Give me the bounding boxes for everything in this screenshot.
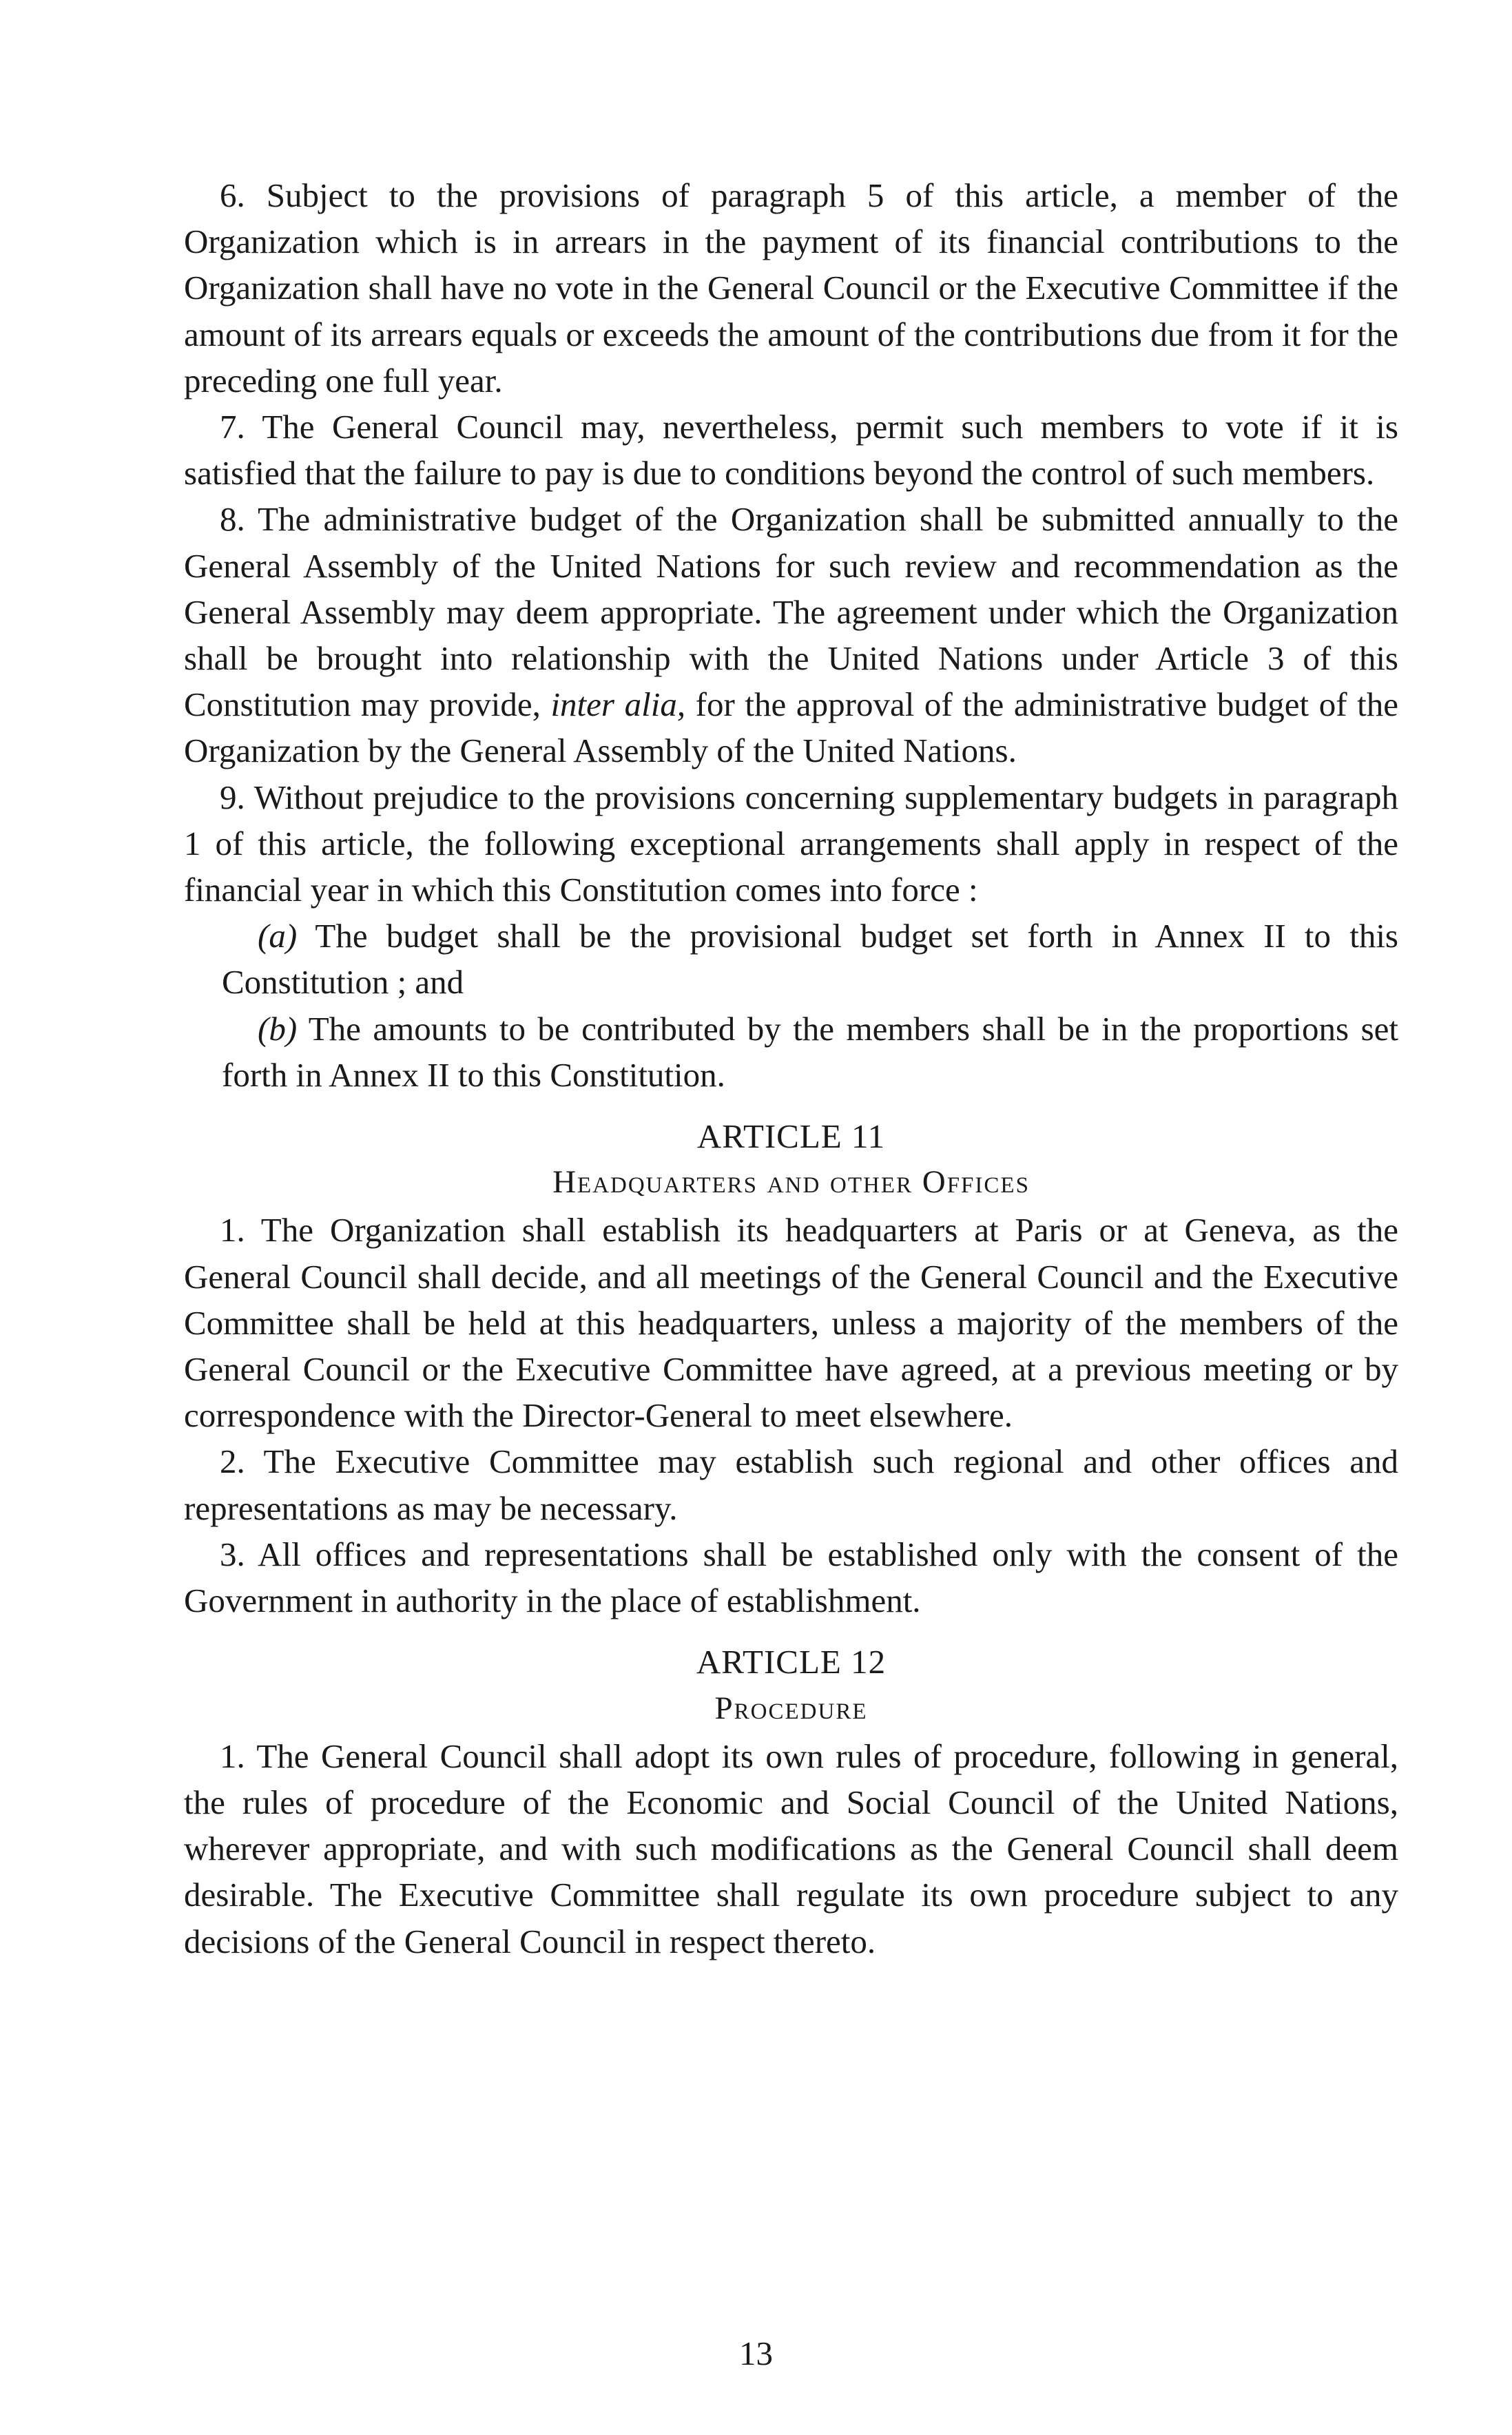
- paragraph-11-3: 3. All offices and representations shall be established only with the consent of the Government in authority in the place of establishment.: [184, 1535, 1398, 1620]
- subparagraph-b-text: The amounts to be contributed by the members shall be in the proportions set forth in Annex II to this Constitution.: [222, 1009, 1398, 1094]
- paragraph-11-1: 1. The Organization shall establish its headquarters at Paris or at Geneva, as the General Council shall decide, and all meetings of the General Council and the Executive Committee shall be held at this headquarters, unless a majority of the members of the General Council or the Executive Committee have agreed, at a previous meeting or by correspondence with the Director-General to meet elsewhere.: [184, 1211, 1398, 1435]
- article-11-heading: Headquarters and other Offices: [552, 1164, 1030, 1201]
- paragraph-10-8: [184, 496, 1398, 774]
- article-12-title: ARTICLE 12: [696, 1643, 887, 1681]
- paragraph-10-7: 7. The General Council may, nevertheless, permit such members to vote if it is satisfied that the failure to pay is due to conditions beyond the control of such members.: [184, 408, 1398, 493]
- subparagraph-b-label: (b): [258, 1009, 298, 1048]
- subparagraph-a-text: The budget shall be the provisional budget set forth in Annex II to this Constitution ; and: [222, 917, 1398, 1002]
- subparagraph-a-label: (a): [258, 917, 298, 955]
- article-11-title: ARTICLE 11: [696, 1117, 886, 1156]
- paragraph-10-6: 6. Subject to the provisions of paragraph 5 of this article, a member of the Organization which is in arrears in the payment of its financial contributions to the Organization shall have no vote in the General Council or the Executive Committee if the amount of its arrears equals or exceeds the amount of the contributions due from it for the preceding one full year.: [184, 176, 1398, 400]
- paragraph-12-1: 1. The General Council shall adopt its own rules of procedure, following in general, the rules of procedure of the Economic and Social Council of the United Nations, wherever appropriate, and with such modifications as the General Council shall deem desirable. The Executive Committee shall regulate its own procedure subject to any decisions of the General Council in respect thereto.: [184, 1737, 1398, 1960]
- subparagraph-10-9-b: [184, 1006, 1398, 1098]
- document-page: [184, 172, 1398, 1965]
- paragraph-10-8-text-2: for the approval of the administrative budget of the Organization by the General Assembly of the United Nations.: [184, 685, 1398, 770]
- paragraph-10-9: 9. Without prejudice to the provisions concerning supplementary budgets in paragraph 1 of this article, the following exceptional arrangements shall apply in respect of the financial year in which this Constitution comes into force :: [184, 778, 1398, 909]
- paragraph-10-8-italic: inter alia,: [550, 685, 686, 724]
- paragraph-11-2: 2. The Executive Committee may establish such regional and other offices and representations as may be necessary.: [184, 1442, 1398, 1527]
- subparagraph-10-9-a: [184, 913, 1398, 1005]
- article-12-heading: Procedure: [714, 1690, 868, 1726]
- paragraph-10-8-text-1: 8. The administrative budget of the Organization shall be submitted annually to the General Assembly of the United Nations for such review and recommendation as the General Assembly may deem appropriate. The agreement under which the Organization shall be brought into relationship with the United Nations under Article 3 of this Constitution may provide,: [184, 500, 1398, 724]
- page-number: 13: [739, 2334, 773, 2372]
